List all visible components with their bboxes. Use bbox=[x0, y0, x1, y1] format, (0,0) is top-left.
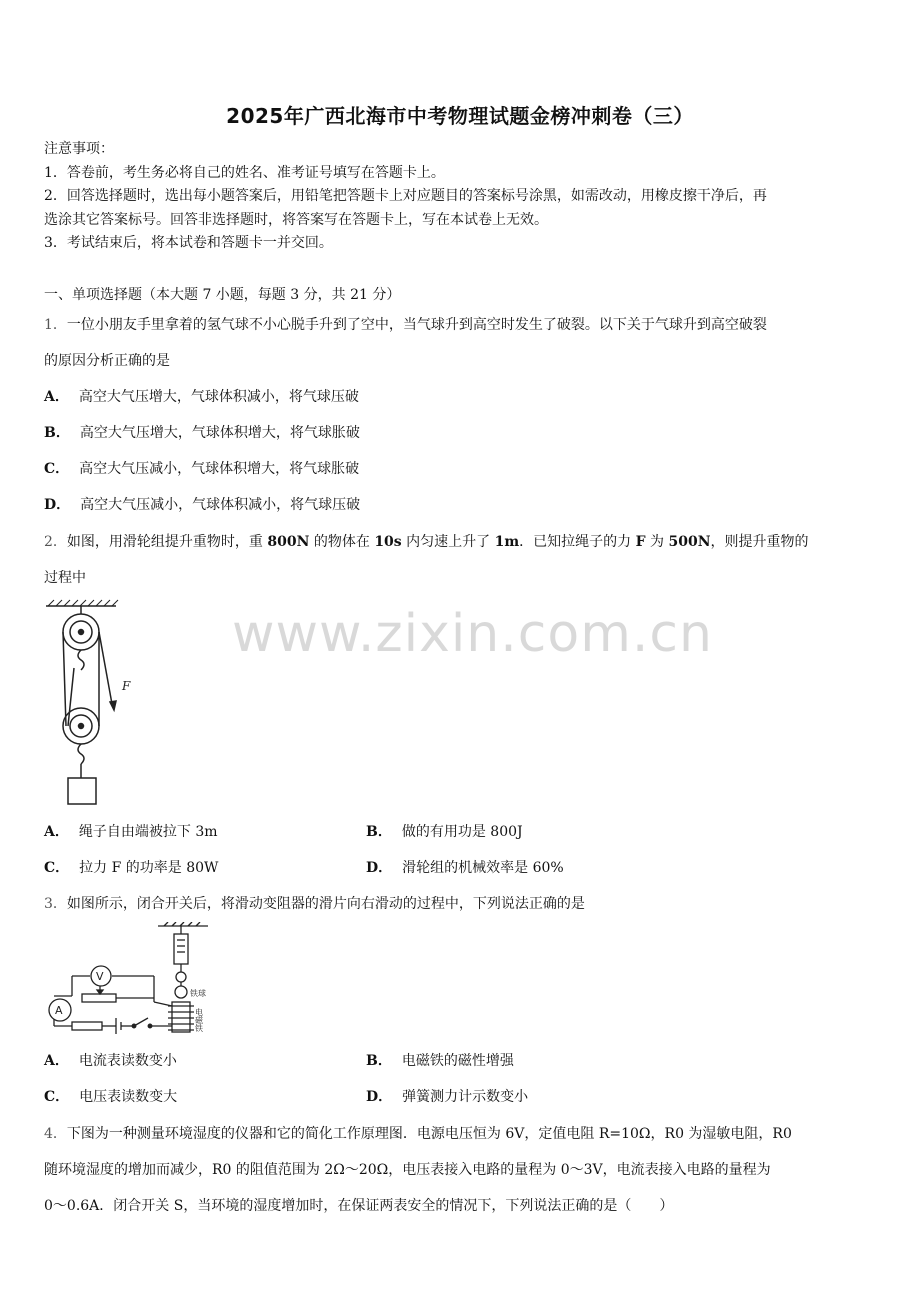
q3-option-d[interactable] bbox=[366, 1086, 528, 1106]
q1-option-a[interactable] bbox=[44, 386, 359, 406]
option-letter: D． bbox=[366, 860, 393, 876]
option-letter: A． bbox=[44, 824, 69, 840]
q2-text: ，则提升重物的 bbox=[710, 534, 809, 550]
q1-option-c[interactable] bbox=[44, 458, 359, 478]
q1-text: 一位小朋友手里拿着的氢气球不小心脱手升到了空中，当气球升到高空时发生了破裂。以下关于气球升到高空破裂 bbox=[66, 317, 767, 333]
q3-text: 如图所示，闭合开关后，将滑动变阻器的滑片向右滑动的过程中，下列说法正确的是 bbox=[66, 896, 585, 912]
q2-text: 如图，用滑轮组提升重物时，重 bbox=[66, 534, 268, 550]
option-text: 做的有用功是 800J bbox=[401, 824, 523, 840]
q1-stem-line2: 的原因分析正确的是 bbox=[44, 353, 170, 369]
q2-option-c[interactable] bbox=[44, 857, 218, 877]
option-text: 高空大气压减小，气球体积增大，将气球胀破 bbox=[79, 461, 360, 477]
q4-text: 下图为一种测量环境湿度的仪器和它的简化工作原理图．电源电压恒为 6V，定值电阻 R=10Ω，R0 为湿敏电阻，R0 bbox=[66, 1126, 792, 1142]
option-text: 高空大气压增大，气球体积增大，将气球胀破 bbox=[79, 425, 360, 441]
q2-option-a[interactable] bbox=[44, 821, 218, 841]
option-text: 电磁铁的磁性增强 bbox=[401, 1053, 514, 1069]
q3-stem-line1 bbox=[44, 893, 585, 913]
ammeter-label: A bbox=[55, 1004, 63, 1017]
option-text: 高空大气压增大，气球体积减小，将气球压破 bbox=[78, 389, 359, 405]
option-text: 弹簧测力计示数变小 bbox=[402, 1089, 529, 1105]
option-letter: C． bbox=[44, 461, 70, 477]
notice-item: 2．回答选择题时，选出每小题答案后，用铅笔把答题卡上对应题目的答案标号涂黑，如需改动，用橡皮擦干净后，再 bbox=[44, 188, 767, 204]
page-title: 2025年广西北海市中考物理试题金榜冲刺卷（三） bbox=[226, 104, 694, 128]
pulley-figure bbox=[44, 598, 144, 810]
q2-value: 500N bbox=[668, 534, 711, 550]
q2-value: 800N bbox=[267, 534, 310, 550]
option-letter: C． bbox=[44, 860, 70, 876]
q1-stem-line1 bbox=[44, 314, 767, 334]
option-text: 高空大气压减小，气球体积减小，将气球压破 bbox=[80, 497, 361, 513]
q3-option-b[interactable] bbox=[366, 1050, 514, 1070]
q1-option-b[interactable] bbox=[44, 422, 360, 442]
notice-item: 选涂其它答案标号。回答非选择题时，将答案写在答题卡上，写在本试卷上无效。 bbox=[44, 211, 548, 228]
q2-text: 内匀速上升了 bbox=[401, 534, 495, 550]
q1-number: 1． bbox=[44, 317, 67, 333]
option-letter: B． bbox=[366, 824, 392, 840]
q2-text: 为 bbox=[645, 534, 669, 550]
option-letter: C． bbox=[44, 1089, 70, 1105]
notice-item: 1．答卷前，考生务必将自己的姓名、准考证号填写在答题卡上。 bbox=[44, 164, 445, 181]
q2-number: 2． bbox=[44, 534, 67, 550]
option-letter: D． bbox=[44, 497, 71, 513]
watermark: www.zixin.com.cn bbox=[232, 604, 713, 664]
circuit-figure bbox=[44, 922, 224, 1036]
q3-option-c[interactable] bbox=[44, 1086, 177, 1106]
option-text: 拉力 F 的功率是 80W bbox=[79, 860, 219, 876]
option-letter: A． bbox=[44, 389, 69, 405]
notice-item: 3．考试结束后，将本试卷和答题卡一并交回。 bbox=[44, 235, 333, 251]
q2-text: 的物体在 bbox=[309, 534, 375, 550]
q4-stem-line1 bbox=[44, 1123, 792, 1143]
q2-value: F bbox=[635, 534, 646, 550]
q2-option-d[interactable] bbox=[366, 857, 564, 877]
q3-option-a[interactable] bbox=[44, 1050, 177, 1070]
q2-stem-line2: 过程中 bbox=[44, 570, 86, 586]
q3-number: 3． bbox=[44, 896, 67, 912]
q4-number: 4． bbox=[44, 1126, 67, 1142]
q4-stem-line2: 随环境湿度的增加而减少，R0 的阻值范围为 2Ω～20Ω，电压表接入电路的量程为 0～3V，电流表接入电路的量程为 bbox=[44, 1162, 771, 1178]
option-text: 电压表读数变大 bbox=[79, 1089, 178, 1105]
notice-heading: 注意事项： bbox=[44, 141, 114, 157]
option-text: 滑轮组的机械效率是 60% bbox=[402, 860, 564, 876]
option-letter: A． bbox=[44, 1053, 69, 1069]
q4-stem-line3: 0～0.6A．闭合开关 S，当环境的湿度增加时，在保证两表安全的情况下，下列说法正确的是（ ） bbox=[44, 1198, 674, 1214]
section-heading: 一、单项选择题（本大题 7 小题，每题 3 分，共 21 分） bbox=[44, 287, 401, 303]
electromagnet-label: 电磁铁 bbox=[194, 1008, 204, 1032]
notice-block bbox=[44, 138, 884, 256]
option-letter: B． bbox=[366, 1053, 392, 1069]
force-label: F bbox=[122, 679, 131, 693]
iron-ball-label: 铁球 bbox=[190, 989, 206, 998]
option-letter: D． bbox=[366, 1089, 393, 1105]
q2-option-b[interactable] bbox=[366, 821, 523, 841]
q2-value: 10s bbox=[374, 534, 402, 550]
voltmeter-label: V bbox=[96, 970, 104, 983]
q2-stem-line1 bbox=[44, 531, 809, 551]
q2-value: 1m bbox=[494, 534, 520, 550]
option-text: 绳子自由端被拉下 3m bbox=[78, 824, 218, 840]
q1-option-d[interactable] bbox=[44, 494, 360, 514]
q2-text: ．已知拉绳子的力 bbox=[519, 534, 636, 550]
option-text: 电流表读数变小 bbox=[78, 1053, 177, 1069]
option-letter: B． bbox=[44, 425, 70, 441]
